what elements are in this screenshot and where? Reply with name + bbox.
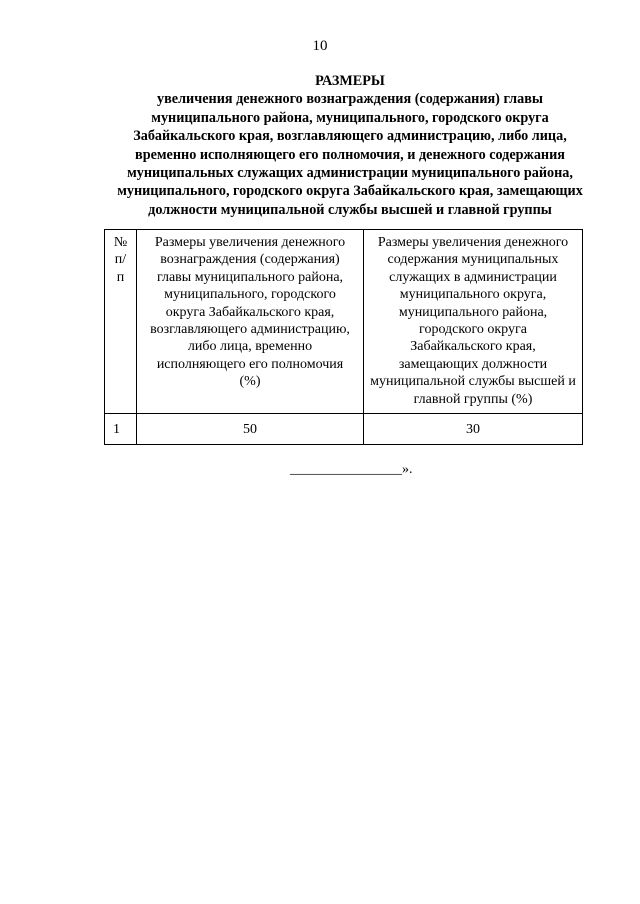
header-head-pay-line: муниципального, городского — [164, 287, 336, 303]
header-employee-pay-line: замещающих должности — [398, 356, 548, 372]
heading-line: Забайкальского края, возглавляющего администрацию, либо лица, — [133, 128, 567, 145]
header-number-line: п/ — [114, 252, 127, 268]
closing-signature-line: ________________». — [290, 462, 413, 477]
table-row — [105, 414, 583, 445]
heading-title: РАЗМЕРЫ — [315, 73, 385, 89]
header-number-line: № — [113, 235, 128, 250]
header-employee-pay-line: главной группы (%) — [413, 391, 533, 407]
header-employee-pay-line: муниципального района, — [398, 304, 548, 320]
header-head-pay-cell — [137, 230, 364, 414]
header-head-pay-line: главы муниципального района, — [156, 269, 344, 285]
header-head-pay-line: вознаграждения (содержания) — [160, 252, 340, 268]
header-employee-pay-line: Размеры увеличения денежного — [377, 235, 569, 250]
heading-line: муниципального района, муниципального, городского округа — [151, 109, 549, 126]
header-number-line: п — [116, 269, 125, 285]
heading-line: муниципального, городского округа Забайкальского края, замещающих — [117, 183, 583, 200]
header-head-pay-line: округа Забайкальского края, — [165, 304, 335, 320]
header-employee-pay-line: служащих в администрации — [389, 269, 557, 285]
page-number: 10 — [312, 38, 328, 54]
header-head-pay-line: (%) — [239, 374, 261, 390]
row-number-cell: 1 — [105, 414, 137, 445]
header-employee-pay-cell — [364, 230, 583, 414]
heading-line: увеличения денежного вознаграждения (содержания) главы — [157, 91, 543, 108]
row-head-pay-cell: 50 — [137, 414, 364, 445]
header-employee-pay-line: содержания муниципальных — [387, 252, 559, 268]
heading-line: временно исполняющего его полномочия, и денежного содержания — [135, 146, 565, 163]
header-employee-pay-line: муниципального округа, — [399, 287, 547, 303]
row-employee-pay-cell: 30 — [364, 414, 583, 445]
header-number-cell — [105, 230, 137, 414]
heading-line: должности муниципальной службы высшей и главной группы — [148, 201, 552, 218]
header-employee-pay-line: городского округа — [419, 322, 527, 338]
header-head-pay-line: возглавляющего администрацию, — [150, 322, 350, 338]
sizes-table — [104, 229, 583, 445]
header-head-pay-line: Размеры увеличения денежного — [154, 235, 346, 250]
header-head-pay-line: либо лица, временно — [187, 339, 313, 355]
header-head-pay-line: исполняющего его полномочия — [156, 356, 344, 372]
table-header-row — [105, 230, 583, 414]
document-heading — [100, 72, 600, 219]
header-employee-pay-line: муниципальной службы высшей и — [370, 374, 576, 390]
header-employee-pay-line: Забайкальского края, — [410, 339, 536, 355]
heading-line: муниципальных служащих администрации муниципального района, — [127, 165, 573, 182]
